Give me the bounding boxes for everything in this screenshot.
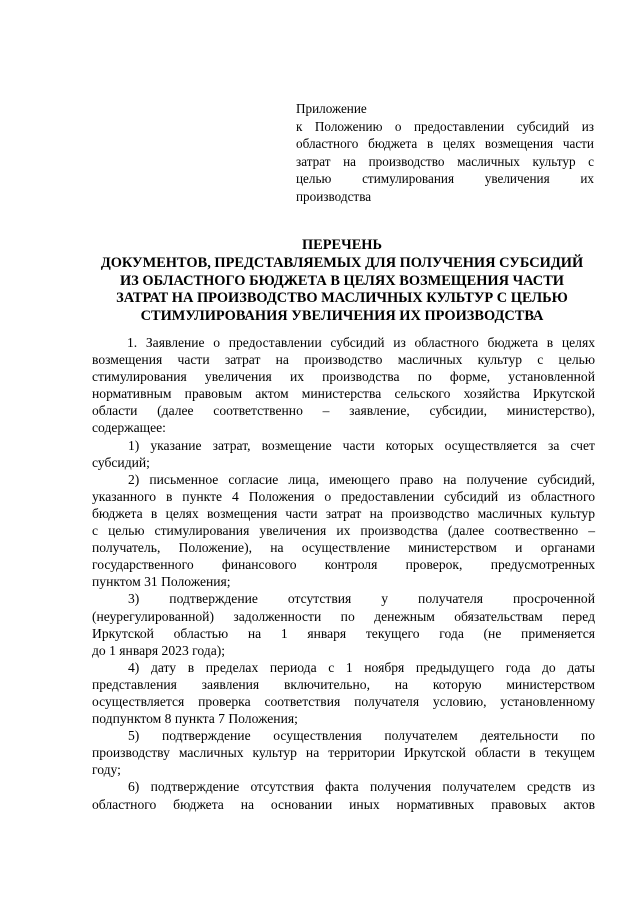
body-line: подпунктом 8 пункта 7 Положения; <box>92 711 298 727</box>
body-line: с целью стимулирования увеличения их производства (далее соотвественно – <box>92 523 595 539</box>
appendix-line: производства <box>296 188 372 204</box>
body-line: указанного в пункте 4 Положения о предоставлении субсидий из областного <box>92 488 595 504</box>
heading-line: ЗАТРАТ НА ПРОИЗВОДСТВО МАСЛИЧНЫХ КУЛЬТУР С ЦЕЛЬЮ <box>116 290 568 307</box>
heading-line: ПЕРЕЧЕНЬ <box>301 237 383 253</box>
body-line: субсидий; <box>92 454 150 470</box>
heading-line: СТИМУЛИРОВАНИЯ УВЕЛИЧЕНИЯ ИХ ПРОИЗВОДСТВА <box>140 308 544 325</box>
body-line: пунктом 31 Положения; <box>92 574 231 590</box>
body-line: 2) письменное согласие лица, имеющего право на получение субсидий, <box>128 471 595 487</box>
body-line: областного бюджета на основании иных нормативных правовых актов <box>92 796 595 812</box>
body-line: области (далее соответственно – заявление, субсидии, министерство), <box>92 403 595 419</box>
body-line: 6) подтверждение отсутствия факта получения получателем средств из <box>128 779 595 795</box>
body-line: 5) подтверждение осуществления получателем деятельности по <box>128 728 595 744</box>
body-line: производству масличных культур на территории Иркутской области в текущем <box>92 745 595 761</box>
body-line: году; <box>92 762 121 778</box>
body-line: содержащее: <box>92 420 166 436</box>
body-line: государственного финансового контроля проверок, предусмотренных <box>92 557 595 573</box>
body-line: представления заявления включительно, на которую министерством <box>92 676 595 692</box>
body-line: 3) подтверждение отсутствия у получателя просроченной <box>128 591 595 607</box>
appendix-line: областного бюджета в целях возмещения части <box>296 136 594 151</box>
appendix-line: Приложение <box>296 101 367 116</box>
body-line: стимулирования увеличения их производства по форме, установленной <box>92 369 595 385</box>
body-line: нормативным правовым актом министерства сельского хозяйства Иркутской <box>92 386 595 402</box>
body-line: осуществляется проверка соответствия получателя условию, установленному <box>92 693 595 709</box>
body-line: Иркутской областью на 1 января текущего года (не применяется <box>92 625 595 641</box>
body-line: 1. Заявление о предоставлении субсидий из областного бюджета в целях <box>127 335 595 350</box>
appendix-line: к Положению о предоставлении субсидий из <box>296 118 594 134</box>
heading-line: ДОКУМЕНТОВ, ПРЕДСТАВЛЯЕМЫХ ДЛЯ ПОЛУЧЕНИЯ СУБСИДИЙ <box>100 254 584 271</box>
document-heading <box>88 237 596 326</box>
body-line: возмещения части затрат на производство масличных культур с целью <box>92 352 595 368</box>
body-line: до 1 января 2023 года); <box>92 642 226 658</box>
body-line: (неурегулированной) задолженности по денежным обязательствам перед <box>92 608 595 624</box>
body-line: получатель, Положение), на осуществление министерством и органами <box>92 540 595 556</box>
appendix-line: затрат на производство масличных культур с <box>296 153 594 169</box>
body-line: 1) указание затрат, возмещение части которых осуществляется за счет <box>128 437 595 453</box>
document-body <box>92 334 595 813</box>
heading-line: ИЗ ОБЛАСТНОГО БЮДЖЕТА В ЦЕЛЯХ ВОЗМЕЩЕНИЯ ЧАСТИ <box>119 272 564 289</box>
appendix-block <box>296 100 594 205</box>
body-line: 4) дату в пределах периода с 1 ноября предыдущего года до даты <box>128 659 595 675</box>
body-line: бюджета в целях возмещения части затрат на производство масличных культур <box>92 505 595 521</box>
appendix-line: целью стимулирования увеличения их <box>296 171 594 186</box>
